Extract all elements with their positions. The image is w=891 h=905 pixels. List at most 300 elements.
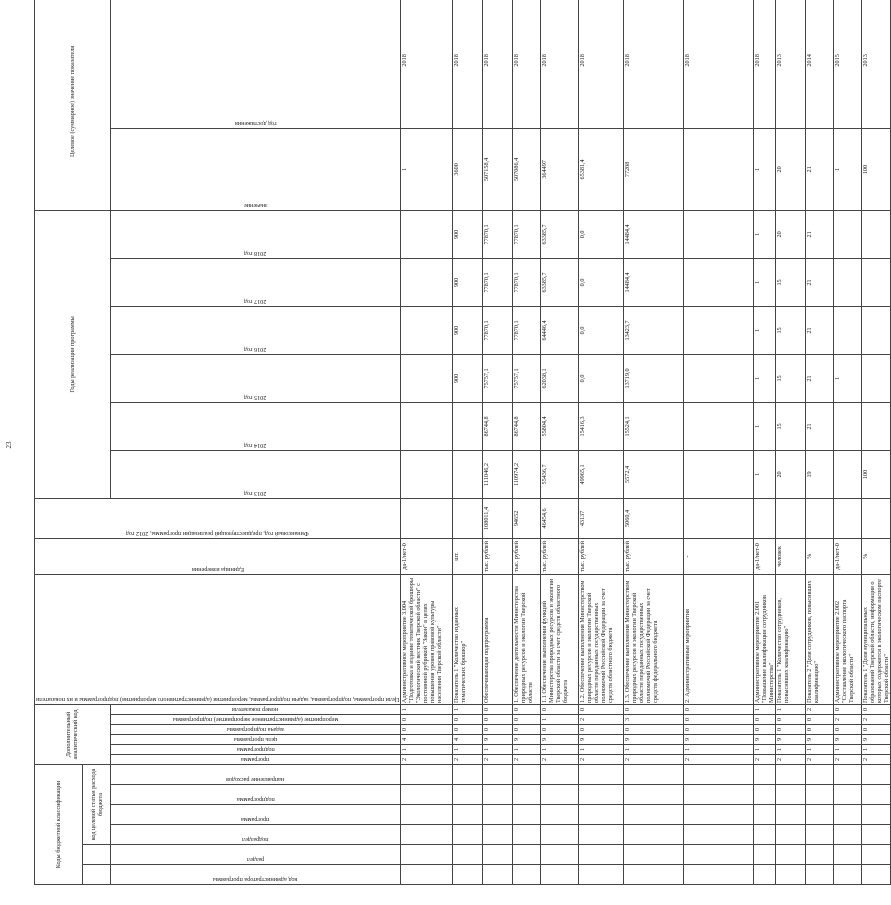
year-value-cell xyxy=(834,210,862,258)
unit-cell: шт. xyxy=(453,538,483,574)
year-value-cell: 21 xyxy=(806,402,834,450)
code-cell xyxy=(776,765,806,785)
code-cell: 1 xyxy=(754,704,776,714)
code-cell: 0 xyxy=(862,704,891,714)
target-value-cell: 507086,4 xyxy=(513,128,541,210)
year-value-cell xyxy=(684,450,754,498)
code-cell: 4 xyxy=(453,735,483,745)
year-value-cell: 55436,7 xyxy=(541,450,579,498)
code-cell: 1 xyxy=(483,745,513,755)
add-group-header: Дополнительный аналитический код xyxy=(35,704,111,764)
target-year-cell: 2018 xyxy=(684,0,754,128)
code-cell xyxy=(862,765,891,785)
table-row xyxy=(684,0,754,885)
code-cell: 9 xyxy=(806,735,834,745)
fin-year-cell: 108011,4 xyxy=(483,498,513,538)
description-cell: Административное мероприятие 3.004 "Подготовка и издание тематической брошюры "Экологический вестник Тверской области" с постоянной рубрикой "Закон" в целях повышения уровня правовой культуры населения Тверской области" xyxy=(401,574,453,704)
code-cell xyxy=(513,765,541,785)
code-cell: 9 xyxy=(483,735,513,745)
goal-col-header: Цели программы, подпрограммы, задачи подпрограммы, мероприятия (административного мероприятия) подпрограммы и их показатели xyxy=(35,574,401,704)
year-value-cell: 15524,1 xyxy=(624,402,684,450)
year-value-cell xyxy=(834,450,862,498)
target-value-cell: 20 xyxy=(776,128,806,210)
unit-cell: % xyxy=(862,538,891,574)
code-cell: 0 xyxy=(541,725,579,735)
code-cell: 2 xyxy=(483,755,513,765)
target-value-cell: 77208 xyxy=(624,128,684,210)
year-value-cell: 900 xyxy=(453,306,483,354)
year-value-cell: 5572,4 xyxy=(624,450,684,498)
year-value-cell: 21 xyxy=(806,258,834,306)
code-cell xyxy=(453,825,483,845)
code-cell xyxy=(513,845,541,865)
code-cell xyxy=(806,845,834,865)
bk-admin-spacer xyxy=(83,865,111,885)
code-cell xyxy=(579,845,624,865)
year-value-cell xyxy=(862,210,891,258)
years-group-header: Годы реализации программы xyxy=(35,210,111,498)
code-cell: 1 xyxy=(453,704,483,714)
add-col-measure: мероприятие (административное мероприятие) подпрограммы xyxy=(110,715,400,725)
fin-year-cell xyxy=(401,498,453,538)
code-cell xyxy=(806,865,834,885)
code-cell: 2 xyxy=(453,755,483,765)
year-value-cell xyxy=(684,210,754,258)
description-cell: Показатель 1 "Количество изданных тематических брошюр" xyxy=(453,574,483,704)
target-value-cell: 3600 xyxy=(453,128,483,210)
year-value-cell: 20 xyxy=(776,210,806,258)
rotated-table-container xyxy=(34,25,891,885)
description-cell: Административное мероприятие 2.001 "Повышение квалификации сотрудников Министерства" xyxy=(754,574,776,704)
year-value-cell: 64446,4 xyxy=(541,306,579,354)
unit-cell: тыс. рублей xyxy=(624,538,684,574)
fin-year-cell: 5060,4 xyxy=(624,498,684,538)
unit-cell: тыс. рублей xyxy=(541,538,579,574)
code-cell: 2 xyxy=(806,704,834,714)
target-value-cell: 1 xyxy=(754,128,776,210)
code-cell: 1 xyxy=(806,745,834,755)
year-value-cell: 1 xyxy=(754,450,776,498)
code-cell xyxy=(513,785,541,805)
unit-cell: тыс. рублей xyxy=(579,538,624,574)
code-cell xyxy=(624,805,684,825)
year-value-cell xyxy=(862,306,891,354)
code-cell xyxy=(684,785,754,805)
year-value-cell xyxy=(862,402,891,450)
code-cell: 9 xyxy=(834,735,862,745)
code-cell: 0 xyxy=(834,704,862,714)
year-value-cell xyxy=(684,258,754,306)
bk-razdel-spacer xyxy=(83,845,111,865)
year-value-cell: 14484,4 xyxy=(624,210,684,258)
code-cell xyxy=(834,785,862,805)
year-value-cell xyxy=(401,258,453,306)
code-cell xyxy=(541,805,579,825)
code-cell xyxy=(684,865,754,885)
code-cell: 9 xyxy=(754,735,776,745)
code-cell: 2 xyxy=(862,755,891,765)
year-col-2017: 2017 год xyxy=(110,258,400,306)
fin-year-cell xyxy=(684,498,754,538)
target-value-cell xyxy=(684,128,754,210)
table-row xyxy=(513,0,541,885)
target-year-cell: 2013 xyxy=(776,0,806,128)
year-value-cell: 0,0 xyxy=(579,306,624,354)
bk-group-header: Коды бюджетной классификации xyxy=(35,765,83,885)
year-value-cell: 62038,1 xyxy=(541,354,579,402)
code-cell: 1 xyxy=(513,745,541,755)
code-cell xyxy=(541,845,579,865)
description-cell: 1.2. Обеспечение выполнения Министерством природных ресурсов и экологии Тверской области переданных государственных полномочий Российской Федерации за счет средств областного бюджета xyxy=(579,574,624,704)
year-value-cell: 900 xyxy=(453,354,483,402)
unit-cell: тыс. рублей xyxy=(483,538,513,574)
code-cell xyxy=(862,785,891,805)
description-cell: Показатель 1 "Доля муниципальных образований Тверской области, информация о которых содержится в экологическом паспорте Тверской области" xyxy=(862,574,891,704)
code-cell xyxy=(541,825,579,845)
code-cell xyxy=(806,805,834,825)
code-cell: 2 xyxy=(754,755,776,765)
code-cell: 3 xyxy=(624,715,684,725)
year-value-cell: 13423,7 xyxy=(624,306,684,354)
code-cell xyxy=(862,805,891,825)
code-cell xyxy=(684,845,754,865)
code-cell xyxy=(776,805,806,825)
code-cell xyxy=(806,785,834,805)
bk-col-program: программа xyxy=(110,805,400,825)
code-cell: 1 xyxy=(541,745,579,755)
code-cell: 2 xyxy=(579,715,624,725)
code-cell xyxy=(401,805,453,825)
target-year-cell: 2018 xyxy=(754,0,776,128)
target-value-cell: 100 xyxy=(862,128,891,210)
target-year-cell: 2018 xyxy=(401,0,453,128)
code-cell xyxy=(513,865,541,885)
code-cell xyxy=(624,825,684,845)
page-number: 23 xyxy=(5,441,13,449)
code-cell xyxy=(483,785,513,805)
target-value-cell: 21 xyxy=(806,128,834,210)
code-cell xyxy=(754,865,776,885)
unit-col-header: Единица измерения xyxy=(35,538,401,574)
code-cell xyxy=(401,785,453,805)
code-cell xyxy=(806,825,834,845)
table-row xyxy=(401,0,453,885)
target-year-cell: 2018 xyxy=(624,0,684,128)
bk-sub-header: код целевой статьи расхода бюджета xyxy=(83,765,111,845)
code-cell xyxy=(513,825,541,845)
code-cell: 1 xyxy=(401,745,453,755)
code-cell: 0 xyxy=(541,704,579,714)
code-cell: 0 xyxy=(754,725,776,735)
code-cell xyxy=(834,845,862,865)
year-value-cell xyxy=(401,306,453,354)
code-cell: 0 xyxy=(624,725,684,735)
year-value-cell: 1 xyxy=(754,210,776,258)
target-value-cell: 65381,4 xyxy=(579,128,624,210)
code-cell xyxy=(579,825,624,845)
code-cell xyxy=(776,825,806,845)
year-value-cell: 900 xyxy=(453,210,483,258)
code-cell: 0 xyxy=(776,715,806,725)
code-cell xyxy=(401,765,453,785)
year-value-cell: 19 xyxy=(806,450,834,498)
fin-year-cell xyxy=(862,498,891,538)
code-cell: 1 xyxy=(684,745,754,755)
code-cell xyxy=(754,765,776,785)
year-value-cell: 15 xyxy=(776,306,806,354)
code-cell: 9 xyxy=(513,735,541,745)
code-cell: 0 xyxy=(401,715,453,725)
unit-cell: да-1/нет-0 xyxy=(754,538,776,574)
table-row xyxy=(834,0,862,885)
description-cell: 1. Обеспечение деятельности Министерства природных ресурсов и экологии Тверской области xyxy=(513,574,541,704)
code-cell xyxy=(541,785,579,805)
table-row xyxy=(754,0,776,885)
description-cell: 1.1 Обеспечение выполнения функций Министерства природных ресурсов и экологии Тверской области за счет средств областного бюджета xyxy=(541,574,579,704)
year-value-cell xyxy=(401,210,453,258)
code-cell xyxy=(483,865,513,885)
fin-col-header: Финансовый год, предшествующий реализации программы, 2012 год xyxy=(35,498,401,538)
code-cell: 1 xyxy=(862,745,891,755)
year-value-cell: 86744,8 xyxy=(483,402,513,450)
fin-year-cell xyxy=(776,498,806,538)
year-value-cell: 1 xyxy=(754,306,776,354)
code-cell: 1 xyxy=(579,745,624,755)
year-value-cell: 77870,1 xyxy=(483,258,513,306)
code-cell xyxy=(579,865,624,885)
target-year-cell: 2018 xyxy=(579,0,624,128)
code-cell xyxy=(834,865,862,885)
year-value-cell: 0,0 xyxy=(579,354,624,402)
code-cell: 0 xyxy=(483,704,513,714)
year-value-cell: 20 xyxy=(776,450,806,498)
year-value-cell xyxy=(684,354,754,402)
year-value-cell xyxy=(684,306,754,354)
code-cell: 2 xyxy=(834,715,862,725)
add-col-subprogram: подпрограмма xyxy=(110,745,400,755)
code-cell: 0 xyxy=(513,715,541,725)
code-cell: 9 xyxy=(684,735,754,745)
code-cell xyxy=(624,785,684,805)
code-cell xyxy=(453,765,483,785)
bk-col-podrazdel: подраздел xyxy=(110,825,400,845)
code-cell xyxy=(624,765,684,785)
code-cell: 9 xyxy=(862,735,891,745)
code-cell: 2 xyxy=(776,755,806,765)
code-cell xyxy=(754,785,776,805)
code-cell xyxy=(579,785,624,805)
code-cell: 0 xyxy=(862,725,891,735)
code-cell xyxy=(684,825,754,845)
code-cell: 1 xyxy=(401,704,453,714)
code-cell: 0 xyxy=(579,704,624,714)
target-year-cell: 2018 xyxy=(513,0,541,128)
year-value-cell: 75757,1 xyxy=(483,354,513,402)
target-value-cell: 507158,4 xyxy=(483,128,513,210)
unit-cell: тыс. рублей xyxy=(513,538,541,574)
code-cell: 2 xyxy=(541,755,579,765)
code-cell: 0 xyxy=(513,725,541,735)
year-value-cell: 15 xyxy=(776,258,806,306)
code-cell: 0 xyxy=(834,725,862,735)
target-value-cell: 1 xyxy=(401,128,453,210)
code-cell: 1 xyxy=(624,745,684,755)
code-cell xyxy=(401,865,453,885)
year-value-cell xyxy=(401,402,453,450)
code-cell xyxy=(401,845,453,865)
code-cell: 0 xyxy=(806,725,834,735)
code-cell: 2 xyxy=(401,755,453,765)
code-cell: 1 xyxy=(541,715,579,725)
target-group-header: Целевое (суммарное) значение показателя xyxy=(35,0,111,210)
bk-col-razdel: раздел xyxy=(110,845,400,865)
code-cell xyxy=(483,805,513,825)
bk-col-direction: направление расходов xyxy=(110,765,400,785)
year-value-cell: 77870,1 xyxy=(513,258,541,306)
code-cell xyxy=(541,765,579,785)
table-row xyxy=(541,0,579,885)
code-cell: 0 xyxy=(806,715,834,725)
year-value-cell: 86744,8 xyxy=(513,402,541,450)
code-cell xyxy=(624,865,684,885)
code-cell xyxy=(754,825,776,845)
code-cell: 0 xyxy=(684,715,754,725)
description-cell: Показатель 2 "Доля сотрудников, повысивших квалификацию" xyxy=(806,574,834,704)
target-value-cell: 1 xyxy=(834,128,862,210)
code-cell: 1 xyxy=(453,745,483,755)
target-col-year: год достижения xyxy=(110,0,400,128)
code-cell: 9 xyxy=(579,735,624,745)
description-cell: Показатель 1 "Количество сотрудников, повысивших квалификацию" xyxy=(776,574,806,704)
year-value-cell xyxy=(862,354,891,402)
year-value-cell: 1 xyxy=(754,354,776,402)
description-cell: Обеспечивающая подпрограмма xyxy=(483,574,513,704)
year-col-2018: 2018 год xyxy=(110,210,400,258)
target-value-cell: 364497 xyxy=(541,128,579,210)
code-cell xyxy=(513,805,541,825)
year-value-cell: 77870,1 xyxy=(483,210,513,258)
code-cell xyxy=(862,845,891,865)
year-value-cell: 100 xyxy=(862,450,891,498)
code-cell: 0 xyxy=(624,704,684,714)
code-cell: 1 xyxy=(776,745,806,755)
year-value-cell: 15416,3 xyxy=(579,402,624,450)
year-value-cell xyxy=(684,402,754,450)
description-cell: 1.3. Обеспечение выполнения Министерством природных ресурсов и экологии Тверской области переданных государственных полномочий Российской Федерации за счет средств федерального бюджета xyxy=(624,574,684,704)
add-col-goal: цель программы xyxy=(110,735,400,745)
year-value-cell: 1 xyxy=(834,354,862,402)
fin-year-cell: 94652 xyxy=(513,498,541,538)
unit-cell: % xyxy=(806,538,834,574)
code-cell xyxy=(806,765,834,785)
year-value-cell xyxy=(453,402,483,450)
bk-col-subprogram: подпрограмма xyxy=(110,785,400,805)
code-cell xyxy=(776,865,806,885)
year-value-cell: 15 xyxy=(776,402,806,450)
target-year-cell: 2018 xyxy=(541,0,579,128)
year-value-cell xyxy=(862,258,891,306)
code-cell: 4 xyxy=(401,735,453,745)
year-col-2016: 2016 год xyxy=(110,306,400,354)
code-cell: 0 xyxy=(513,704,541,714)
year-value-cell: 14484,4 xyxy=(624,258,684,306)
code-cell xyxy=(453,865,483,885)
code-cell xyxy=(624,845,684,865)
unit-cell: человек xyxy=(776,538,806,574)
add-col-task: задача подпрограммы xyxy=(110,725,400,735)
code-cell xyxy=(401,825,453,845)
year-value-cell: 110974,2 xyxy=(513,450,541,498)
code-cell xyxy=(453,805,483,825)
table-row xyxy=(483,0,513,885)
table-body xyxy=(401,0,891,885)
target-col-value: значение xyxy=(110,128,400,210)
table-row xyxy=(806,0,834,885)
year-value-cell: 900 xyxy=(453,258,483,306)
target-year-cell: 2013 xyxy=(862,0,891,128)
target-year-cell: 2018 xyxy=(483,0,513,128)
code-cell xyxy=(483,765,513,785)
year-value-cell xyxy=(834,306,862,354)
code-cell: 9 xyxy=(541,735,579,745)
year-value-cell: 0,0 xyxy=(579,258,624,306)
year-value-cell: 1 xyxy=(754,402,776,450)
code-cell: 0 xyxy=(754,715,776,725)
code-cell: 0 xyxy=(776,725,806,735)
code-cell: 0 xyxy=(684,704,754,714)
unit-cell: - xyxy=(684,538,754,574)
code-cell xyxy=(862,825,891,845)
year-value-cell: 55804,4 xyxy=(541,402,579,450)
year-value-cell: 63385,7 xyxy=(541,210,579,258)
year-value-cell xyxy=(401,354,453,402)
code-cell xyxy=(541,865,579,885)
code-cell xyxy=(834,825,862,845)
year-value-cell: 21 xyxy=(806,210,834,258)
code-cell xyxy=(453,785,483,805)
code-cell: 9 xyxy=(624,735,684,745)
year-value-cell: 15 xyxy=(776,354,806,402)
year-value-cell xyxy=(834,258,862,306)
target-year-cell: 2018 xyxy=(453,0,483,128)
year-value-cell xyxy=(453,450,483,498)
table-row xyxy=(579,0,624,885)
code-cell xyxy=(684,765,754,785)
code-cell xyxy=(579,765,624,785)
add-col-program: программа xyxy=(110,755,400,765)
code-cell: 0 xyxy=(684,725,754,735)
year-value-cell xyxy=(401,450,453,498)
unit-cell: да-1/нет-0 xyxy=(834,538,862,574)
year-value-cell: 21 xyxy=(806,306,834,354)
code-cell xyxy=(776,845,806,865)
program-table xyxy=(34,0,891,885)
fin-year-cell xyxy=(453,498,483,538)
code-cell xyxy=(754,845,776,865)
code-cell: 0 xyxy=(483,725,513,735)
code-cell xyxy=(862,865,891,885)
year-value-cell: 111046,2 xyxy=(483,450,513,498)
description-cell: Административное мероприятие 2.002 "Составление экологического паспорта Тверской области" xyxy=(834,574,862,704)
unit-cell: да-1/нет-0 xyxy=(401,538,453,574)
year-value-cell: 21 xyxy=(806,354,834,402)
fin-year-cell: 43137 xyxy=(579,498,624,538)
fin-year-cell xyxy=(806,498,834,538)
year-col-2014: 2014 год xyxy=(110,402,400,450)
year-value-cell: 0,0 xyxy=(579,210,624,258)
code-cell xyxy=(834,765,862,785)
year-value-cell: 49965,1 xyxy=(579,450,624,498)
